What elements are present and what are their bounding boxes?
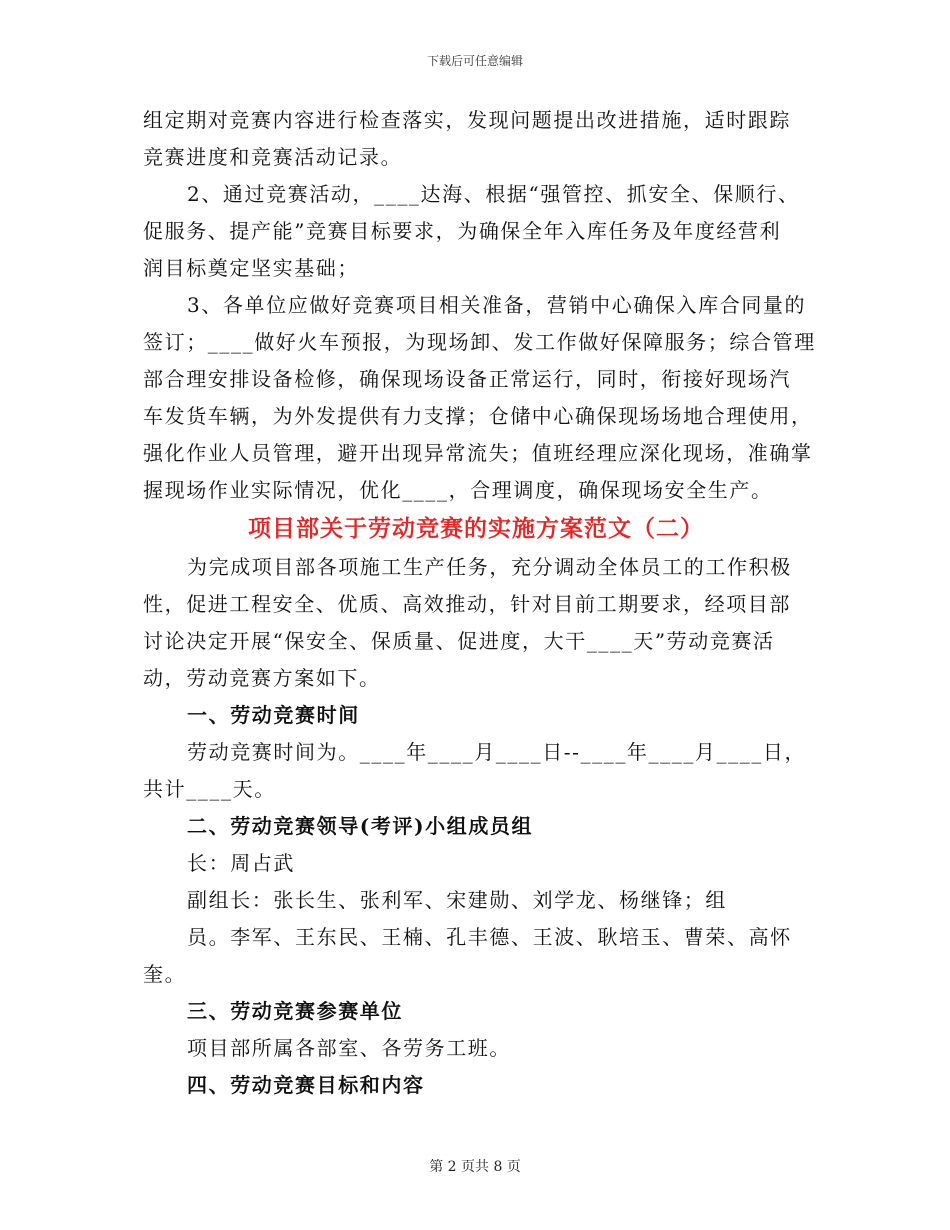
- text-line: 讨论决定开展“保安全、保质量、促进度，大干____天”劳动竞赛活: [143, 629, 775, 653]
- section-heading: 二、劳动竞赛领导(考评)小组成员组: [187, 814, 534, 838]
- section-heading: 三、劳动竞赛参赛单位: [187, 999, 403, 1023]
- text-line: 握现场作业实际情况，优化____，合理调度，确保现场安全生产。: [143, 478, 773, 502]
- text-line: 组定期对竞赛内容进行检查落实，发现问题提出改进措施，适时跟踪: [143, 108, 791, 132]
- section-heading: 四、劳动竞赛目标和内容: [187, 1073, 425, 1097]
- text-line: 2、通过竞赛活动，____达海、根据“强管控、抓安全、保顺行、: [187, 182, 800, 206]
- text-line: 项目部所属各部室、各劳务工班。: [187, 1036, 511, 1060]
- text-line: 共计____天。: [143, 777, 276, 801]
- section-heading: 一、劳动竞赛时间: [187, 703, 360, 727]
- text-line: 劳动竞赛时间为。____年____月____日--____年____月____日，: [187, 740, 807, 764]
- document-body: [143, 102, 816, 1104]
- text-line: 车发货车辆，为外发提供有力支撑；仓储中心确保现场场地合理使用，: [143, 404, 813, 428]
- text-line: 副组长：张长生、张利军、宋建勋、刘学龙、杨继锋；组: [187, 888, 727, 912]
- text-line: 签订；____做好火车预报，为现场卸、发工作做好保障服务；综合管理: [143, 330, 816, 354]
- text-line: 动，劳动竞赛方案如下。: [143, 666, 381, 690]
- text-line: 性，促进工程安全、优质、高效推动，针对目前工期要求，经项目部: [143, 592, 791, 616]
- text-line: 部合理安排设备检修，确保现场设备正常运行，同时，衔接好现场汽: [143, 367, 791, 391]
- text-line: 奎。: [143, 962, 187, 986]
- text-line: 促服务、提产能”竞赛目标要求，为确保全年入库任务及年度经营利: [143, 219, 782, 243]
- text-line: 强化作业人员管理，避开出现异常流失；值班经理应深化现场，准确掌: [143, 441, 813, 465]
- text-line: 员。李军、王东民、王楠、孔丰德、王波、耿培玉、曹荣、高怀: [187, 925, 792, 949]
- text-line: 长：周占武: [187, 851, 295, 875]
- text-line: 3、各单位应做好竞赛项目相关准备，营销中心确保入库合同量的: [187, 293, 807, 317]
- text-line: 竞赛进度和竞赛活动记录。: [143, 145, 403, 169]
- text-line: 润目标奠定坚实基础；: [143, 256, 359, 280]
- text-line: 为完成项目部各项施工生产任务，充分调动全体员工的工作积极: [187, 555, 792, 579]
- page-header: 下载后可任意编辑: [426, 54, 523, 68]
- section-title: 项目部关于劳动竞赛的实施方案范文（二）: [248, 515, 704, 542]
- page-footer: 第 2 页共 8 页: [429, 1159, 521, 1175]
